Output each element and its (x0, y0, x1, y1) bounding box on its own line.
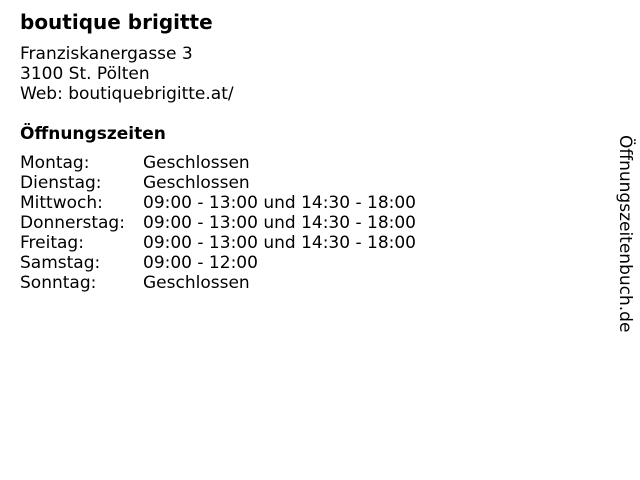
day-label: Sonntag: (20, 273, 97, 293)
hours-row-tuesday (20, 173, 580, 193)
hours-row-monday (20, 153, 580, 173)
business-card (20, 10, 580, 293)
day-label: Samstag: (20, 253, 101, 273)
brand-vertical-text: Öffnungszeitenbuch.de (615, 135, 635, 333)
day-label: Donnerstag: (20, 213, 125, 233)
hours-value: Geschlossen (143, 273, 250, 293)
hours-row-thursday (20, 213, 580, 233)
hours-value: Geschlossen (143, 173, 250, 193)
hours-value: 09:00 - 13:00 und 14:30 - 18:00 (143, 213, 416, 233)
hours-row-sunday (20, 273, 580, 293)
hours-value: 09:00 - 13:00 und 14:30 - 18:00 (143, 193, 416, 213)
hours-value: 09:00 - 13:00 und 14:30 - 18:00 (143, 233, 416, 253)
business-name: boutique brigitte (20, 10, 213, 34)
website-text: Web: boutiquebrigitte.at/ (20, 84, 234, 104)
hours-row-wednesday (20, 193, 580, 213)
hours-value: Geschlossen (143, 153, 250, 173)
opening-hours-title: Öffnungszeiten (20, 124, 166, 144)
opening-hours-table (20, 153, 580, 293)
hours-row-saturday (20, 253, 580, 273)
day-label: Freitag: (20, 233, 84, 253)
city-address: 3100 St. Pölten (20, 64, 150, 84)
day-label: Montag: (20, 153, 90, 173)
hours-value: 09:00 - 12:00 (143, 253, 258, 273)
day-label: Mittwoch: (20, 193, 103, 213)
address-block (20, 44, 580, 104)
day-label: Dienstag: (20, 173, 102, 193)
street-address: Franziskanergasse 3 (20, 44, 193, 64)
hours-row-friday (20, 233, 580, 253)
